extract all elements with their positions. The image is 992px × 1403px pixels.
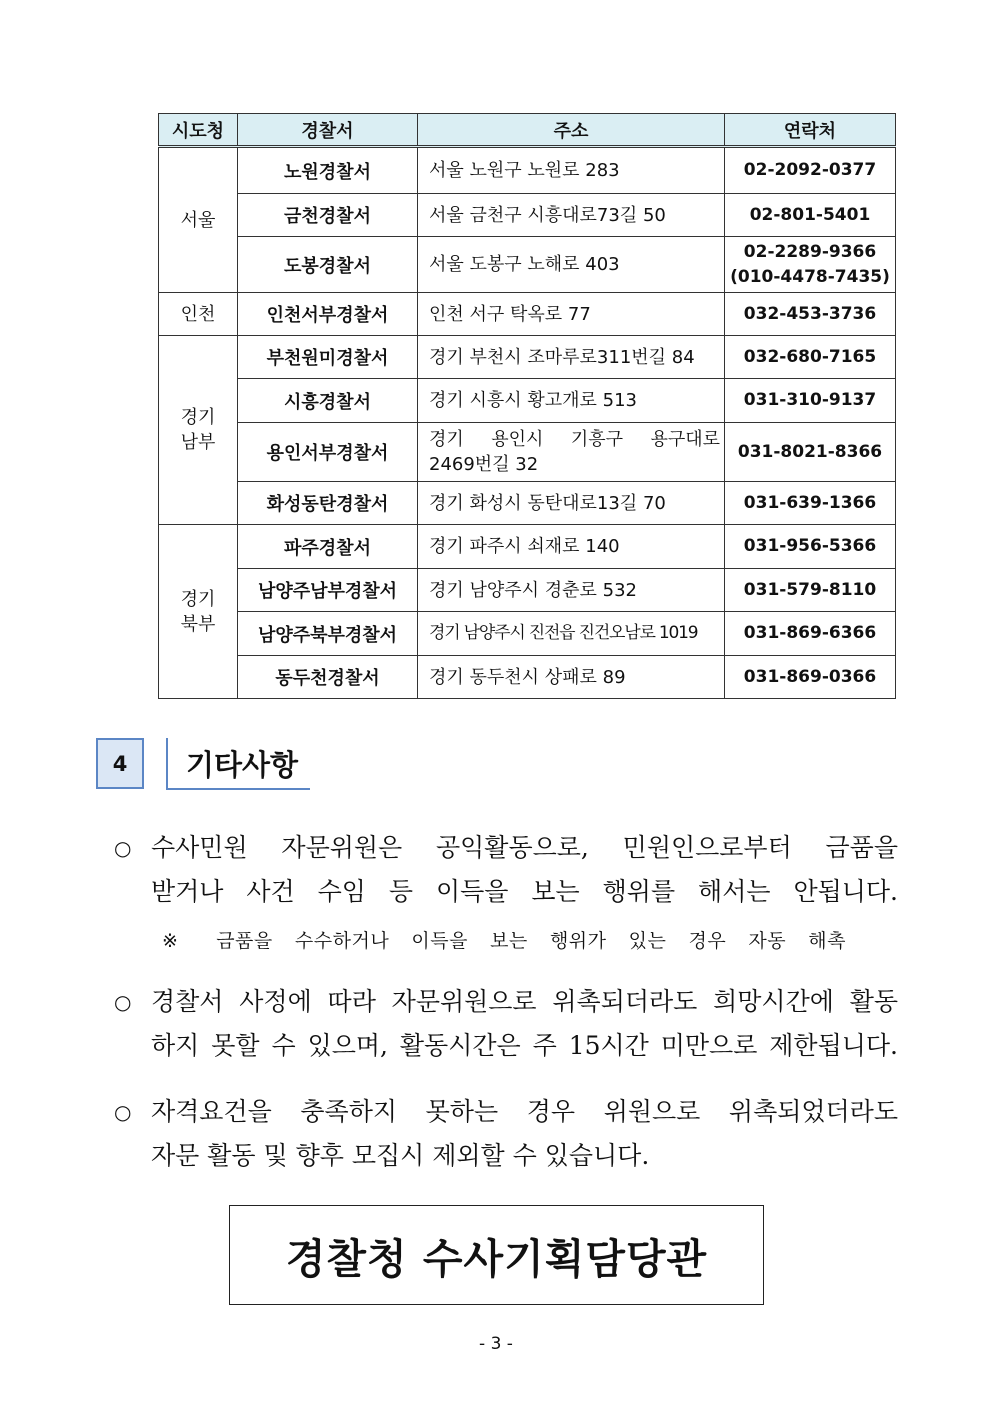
region-line: 경기 [180, 407, 216, 428]
table-header-row [159, 114, 896, 147]
region-line: 북부 [180, 613, 216, 635]
section-title: 기타사항 [166, 738, 310, 790]
note-text: ※ 금품을 수수하거나 이득을 보는 행위가 있는 경우 자동 해촉 [162, 930, 846, 952]
table-row [159, 293, 896, 336]
paragraph-line: 자문 활동 및 향후 모집시 제외할 수 있습니다. [151, 1141, 650, 1170]
region-line: 경기 [180, 588, 216, 610]
table-row [159, 612, 896, 656]
station-cell: 인천서부경찰서 [238, 293, 418, 336]
paragraph-1 [114, 826, 898, 914]
station-cell: 도봉경찰서 [238, 237, 418, 293]
phone-cell: 02-2092-0377 [725, 147, 896, 194]
station-cell: 용인서부경찰서 [238, 423, 418, 482]
column-header-address: 주소 [418, 114, 725, 147]
address-cell: 경기 동두천시 상패로 89 [418, 656, 725, 699]
region-cell-incheon: 인천 [159, 293, 238, 336]
column-header-region: 시도청 [159, 114, 238, 147]
address-cell: 경기 시흥시 황고개로 513 [418, 379, 725, 423]
phone-cell: 031-639-1366 [725, 482, 896, 525]
address-line: 경기 용인시 기흥구 용구대로 [429, 429, 720, 450]
station-cell: 남양주남부경찰서 [238, 569, 418, 612]
paragraph-line: 받거나 사건 수임 등 이득을 보는 행위를 해서는 안됩니다. [151, 877, 898, 906]
paragraph-line: 하지 못할 수 있으며, 활동시간은 주 15시간 미만으로 제한됩니다. [151, 1031, 898, 1060]
address-cell: 경기 화성시 동탄대로13길 70 [418, 482, 725, 525]
paragraph-line: 경찰서 사정에 따라 자문위원으로 위촉되더라도 희망시간에 활동 [151, 987, 898, 1016]
region-cell-gyeonggi-north [159, 525, 238, 699]
paragraph-line: 자격요건을 충족하지 못하는 경우 위원으로 위촉되었더라도 [151, 1097, 898, 1126]
bullet-circle: ○ [114, 990, 132, 1014]
address-cell: 인천 서구 탁옥로 77 [418, 293, 725, 336]
table-row [159, 336, 896, 379]
paragraph-3 [114, 1090, 898, 1178]
station-cell: 노원경찰서 [238, 147, 418, 194]
address-cell: 서울 금천구 시흥대로73길 50 [418, 194, 725, 237]
phone-cell: 031-8021-8366 [725, 423, 896, 482]
region-cell-seoul: 서울 [159, 147, 238, 293]
bullet-circle: ○ [114, 836, 132, 860]
table-row [159, 147, 896, 194]
address-cell [418, 423, 725, 482]
table-row [159, 194, 896, 237]
phone-cell: 02-801-5401 [725, 194, 896, 237]
station-cell: 파주경찰서 [238, 525, 418, 569]
station-cell: 동두천경찰서 [238, 656, 418, 699]
table-row [159, 237, 896, 293]
bullet-circle: ○ [114, 1100, 132, 1124]
station-cell: 남양주북부경찰서 [238, 612, 418, 656]
address-cell: 서울 노원구 노원로 283 [418, 147, 725, 194]
phone-secondary: (010-4478-7435) [730, 266, 890, 287]
phone-cell [725, 237, 896, 293]
address-cell: 경기 부천시 조마루로311번길 84 [418, 336, 725, 379]
paragraph-2 [114, 980, 898, 1068]
station-cell: 시흥경찰서 [238, 379, 418, 423]
table-row [159, 656, 896, 699]
footer-department-box: 경찰청 수사기획담당관 [229, 1205, 764, 1305]
column-header-phone: 연락처 [725, 114, 896, 147]
table-row [159, 482, 896, 525]
section-number-badge: 4 [96, 738, 144, 789]
phone-cell: 032-680-7165 [725, 336, 896, 379]
phone-cell: 031-869-0366 [725, 656, 896, 699]
region-line: 남부 [180, 432, 216, 453]
phone-primary: 02-2289-9366 [743, 241, 877, 262]
station-cell: 화성동탄경찰서 [238, 482, 418, 525]
column-header-station: 경찰서 [238, 114, 418, 147]
phone-cell: 031-579-8110 [725, 569, 896, 612]
table-row [159, 423, 896, 482]
police-station-table [158, 113, 896, 699]
table-row [159, 525, 896, 569]
station-cell: 부천원미경찰서 [238, 336, 418, 379]
phone-cell: 031-956-5366 [725, 525, 896, 569]
paragraph-line: 수사민원 자문위원은 공익활동으로, 민원인으로부터 금품을 [151, 833, 898, 862]
address-cell: 경기 파주시 쇠재로 140 [418, 525, 725, 569]
table-row [159, 379, 896, 423]
phone-cell: 032-453-3736 [725, 293, 896, 336]
page-number: - 3 - [479, 1334, 513, 1354]
table-row [159, 569, 896, 612]
phone-cell: 031-869-6366 [725, 612, 896, 656]
region-cell-gyeonggi-south [159, 336, 238, 525]
address-line: 2469번길 32 [429, 454, 539, 475]
phone-cell: 031-310-9137 [725, 379, 896, 423]
address-cell: 경기 남양주시 진전읍 진건오남로 1019 [418, 612, 725, 656]
address-cell: 서울 도봉구 노해로 403 [418, 237, 725, 293]
address-cell: 경기 남양주시 경춘로 532 [418, 569, 725, 612]
station-cell: 금천경찰서 [238, 194, 418, 237]
